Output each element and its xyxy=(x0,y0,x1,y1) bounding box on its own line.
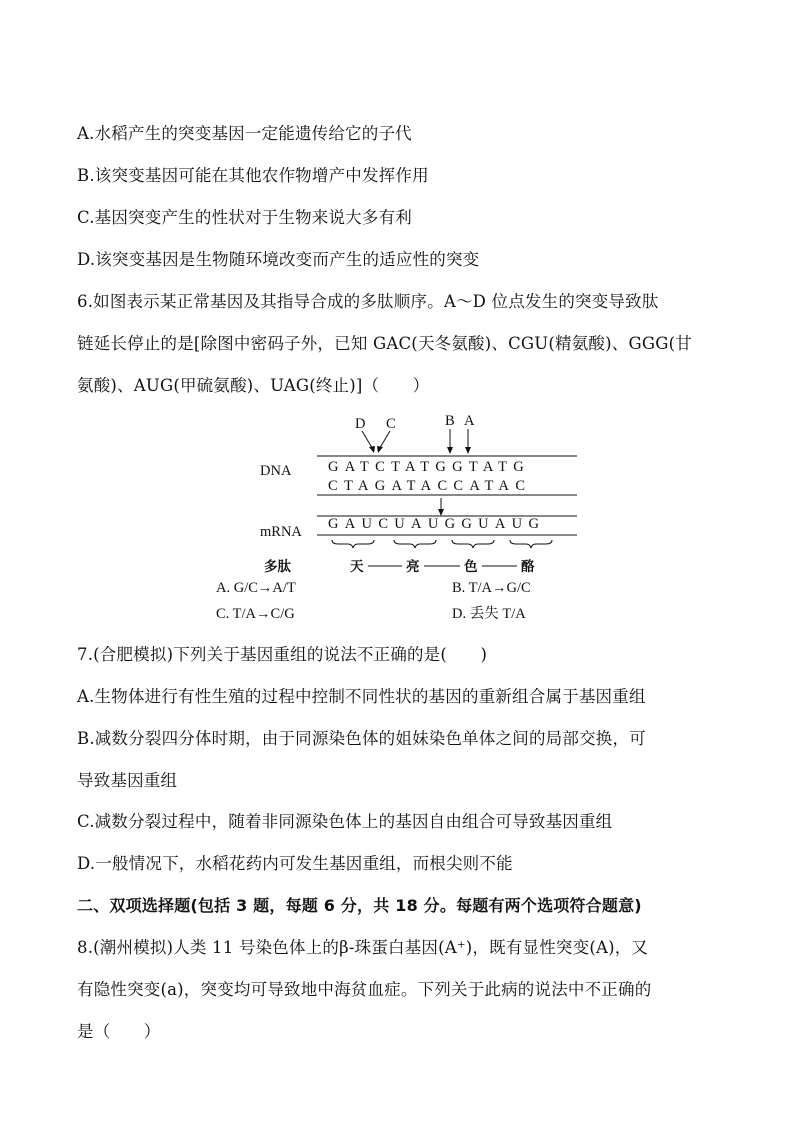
amino-acid-3: 色 xyxy=(464,559,478,575)
option-7B-line-1: B.减数分裂四分体时期，由于同源染色体的姐妹染色单体之间的局部交换，可 xyxy=(77,729,646,748)
amino-acid-4: 酪 xyxy=(521,559,535,575)
question-8-line-2: 有隐性突变(a)，突变均可导致地中海贫血症。下列关于此病的说法中不正确的 xyxy=(77,980,652,999)
dna-strand-2: CTAGATACCATAC xyxy=(328,478,532,494)
arrow-head-A xyxy=(465,447,471,454)
codon-braces xyxy=(332,540,552,548)
option-7C: C.减数分裂过程中，随着非同源染色体上的基因自由组合可导致基因重组 xyxy=(77,812,613,831)
question-7-stem: 7.(合肥模拟)下列关于基因重组的说法不正确的是( ) xyxy=(77,645,488,664)
mrna-label: mRNA xyxy=(260,524,302,540)
option-5B: B.该突变基因可能在其他农作物增产中发挥作用 xyxy=(77,166,429,185)
polypeptide-label: 多肽 xyxy=(264,559,291,575)
option-7D: D.一般情况下，水稻花药内可发生基因重组，而根尖则不能 xyxy=(77,854,513,873)
question-6-line-1: 6.如图表示某正常基因及其指导合成的多肽顺序。A～D 位点发生的突变导致肽 xyxy=(77,292,659,311)
figure-option-B: B. T/A→G/C xyxy=(452,580,531,596)
site-label-D: D xyxy=(355,416,366,432)
arrow-head-D xyxy=(369,446,375,453)
site-label-A: A xyxy=(464,413,475,429)
question-6-line-3: 氨酸)、AUG(甲硫氨酸)、UAG(终止)]（ ） xyxy=(77,376,430,395)
dna-label: DNA xyxy=(260,463,292,479)
figure-option-A: A. G/C→A/T xyxy=(216,580,296,596)
arrow-head-C xyxy=(377,446,383,453)
question-8-line-1: 8.(潮州模拟)人类 11 号染色体上的β-珠蛋白基因(A⁺)，既有显性突变(A)，又 xyxy=(77,938,649,957)
transcription-arrow-head xyxy=(438,509,444,516)
site-label-B: B xyxy=(445,413,455,429)
mrna-strand: GAUCUAUGGUAUG xyxy=(328,516,546,532)
figure-option-D: D. 丢失 T/A xyxy=(452,606,526,622)
option-5A: A.水稻产生的突变基因一定能遗传给它的子代 xyxy=(77,124,412,143)
option-7A: A.生物体进行有性生殖的过程中控制不同性状的基因的重新组合属于基因重组 xyxy=(77,687,646,706)
option-5D: D.该突变基因是生物随环境改变而产生的适应性的突变 xyxy=(77,250,480,269)
question-8-line-3: 是（ ） xyxy=(77,1022,161,1041)
amino-acid-1: 天 xyxy=(350,559,364,575)
dna-strand-1: GATCTATGGTATG xyxy=(328,459,531,475)
question-6-line-2: 链延长停止的是[除图中密码子外，已知 GAC(天冬氨酸)、CGU(精氨酸)、GGG(甘 xyxy=(77,334,692,353)
section-heading-double-choice: 二、双项选择题(包括 3 题，每题 6 分，共 18 分。每题有两个选项符合题意) xyxy=(77,896,642,915)
gene-mutation-figure xyxy=(212,409,584,627)
figure-option-C: C. T/A→C/G xyxy=(216,606,295,622)
amino-acid-2: 亮 xyxy=(406,559,420,575)
option-7B-line-2: 导致基因重组 xyxy=(77,771,178,790)
site-label-C: C xyxy=(386,416,396,432)
arrow-head-B xyxy=(447,447,453,454)
option-5C: C.基因突变产生的性状对于生物来说大多有利 xyxy=(77,208,412,227)
